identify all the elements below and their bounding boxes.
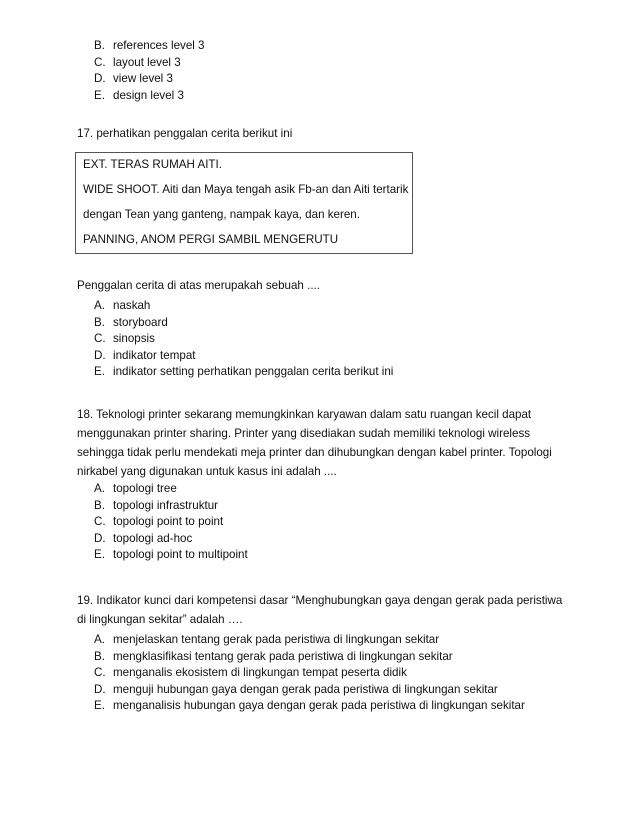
option-text: topologi point to multipoint	[113, 548, 248, 561]
option-e: E. indikator setting perhatikan penggalan cerita berikut ini	[94, 364, 393, 381]
option-d: D. indikator tempat	[94, 348, 393, 365]
question-17-prompt: Penggalan cerita di atas merupakah sebuah ....	[77, 279, 320, 292]
option-text: topologi point to point	[113, 515, 224, 528]
option-a: A. topologi tree	[94, 481, 248, 498]
option-d: D. topologi ad-hoc	[94, 531, 248, 548]
option-text: menganalisis hubungan gaya dengan gerak pada peristiwa di lingkungan sekitar	[113, 699, 525, 712]
question-18-options	[94, 481, 248, 564]
option-c: C. topologi point to point	[94, 514, 248, 531]
option-text: menganalis ekosistem di lingkungan tempat peserta didik	[113, 666, 407, 679]
question-line: nirkabel yang digunakan untuk kasus ini adalah ....	[77, 465, 337, 478]
question-line: di lingkungan sekitar” adalah ….	[77, 613, 243, 626]
option-text: indikator setting perhatikan penggalan cerita berikut ini	[113, 365, 394, 378]
option-d: D. view level 3	[94, 71, 205, 88]
scene-line: dengan Tean yang ganteng, nampak kaya, dan keren.	[83, 208, 360, 221]
option-text: sinopsis	[113, 332, 155, 345]
option-e: E. design level 3	[94, 88, 205, 105]
option-text: indikator tempat	[113, 348, 196, 362]
option-text: design level 3	[113, 88, 184, 102]
question-18-text	[77, 405, 567, 481]
question-line: sehingga tidak perlu mendekati meja printer dan dihubungkan dengan kabel printer. Topologi	[77, 446, 552, 459]
option-text: menguji hubungan gaya dengan gerak pada peristiwa di lingkungan sekitar	[113, 682, 498, 696]
option-a: A. naskah	[94, 298, 393, 315]
option-c: C. layout level 3	[94, 55, 205, 72]
option-text: topologi tree	[113, 482, 177, 495]
option-text: topologi infrastruktur	[113, 498, 219, 512]
option-b: B. storyboard	[94, 315, 393, 332]
scene-line: WIDE SHOOT. Aiti dan Maya tengah asik Fb-an dan Aiti tertarik	[83, 183, 409, 196]
option-text: menjelaskan tentang gerak pada peristiwa di lingkungan sekitar	[113, 633, 440, 646]
option-a: A. menjelaskan tentang gerak pada peristiwa di lingkungan sekitar	[94, 632, 525, 649]
option-d: D. menguji hubungan gaya dengan gerak pada peristiwa di lingkungan sekitar	[94, 682, 525, 699]
option-e: E. menganalisis hubungan gaya dengan gerak pada peristiwa di lingkungan sekitar	[94, 698, 525, 715]
option-c: C. sinopsis	[94, 331, 393, 348]
scene-line: EXT. TERAS RUMAH AITI.	[83, 158, 222, 171]
question-17-text: 17. perhatikan penggalan cerita berikut ini	[77, 127, 293, 140]
option-text: mengklasifikasi tentang gerak pada peristiwa di lingkungan sekitar	[113, 649, 453, 663]
option-text: layout level 3	[113, 55, 181, 69]
option-b: B. mengklasifikasi tentang gerak pada peristiwa di lingkungan sekitar	[94, 649, 525, 666]
question-19-options	[94, 632, 525, 715]
question-17-options	[94, 298, 393, 381]
question-line: 18. Teknologi printer sekarang memungkinkan karyawan dalam satu ruangan kecil dapat	[77, 408, 532, 421]
scene-line: PANNING, ANOM PERGI SAMBIL MENGERUTU	[83, 233, 339, 246]
option-text: view level 3	[113, 72, 173, 85]
option-text: naskah	[113, 299, 151, 312]
story-excerpt-box	[75, 152, 413, 254]
question-line: 19. Indikator kunci dari kompetensi dasar “Menghubungkan gaya dengan gerak pada peristiwa	[77, 594, 563, 607]
question-19-text	[77, 591, 567, 629]
prev-question-options	[94, 38, 205, 104]
option-c: C. menganalis ekosistem di lingkungan tempat peserta didik	[94, 665, 525, 682]
option-e: E. topologi point to multipoint	[94, 547, 248, 564]
question-line: menggunakan printer sharing. Printer yang disediakan sudah memiliki teknologi wireless	[77, 427, 531, 440]
option-text: storyboard	[113, 315, 168, 329]
option-text: references level 3	[113, 39, 205, 52]
option-b: B. references level 3	[94, 38, 205, 55]
option-text: topologi ad-hoc	[113, 531, 193, 545]
option-b: B. topologi infrastruktur	[94, 498, 248, 515]
